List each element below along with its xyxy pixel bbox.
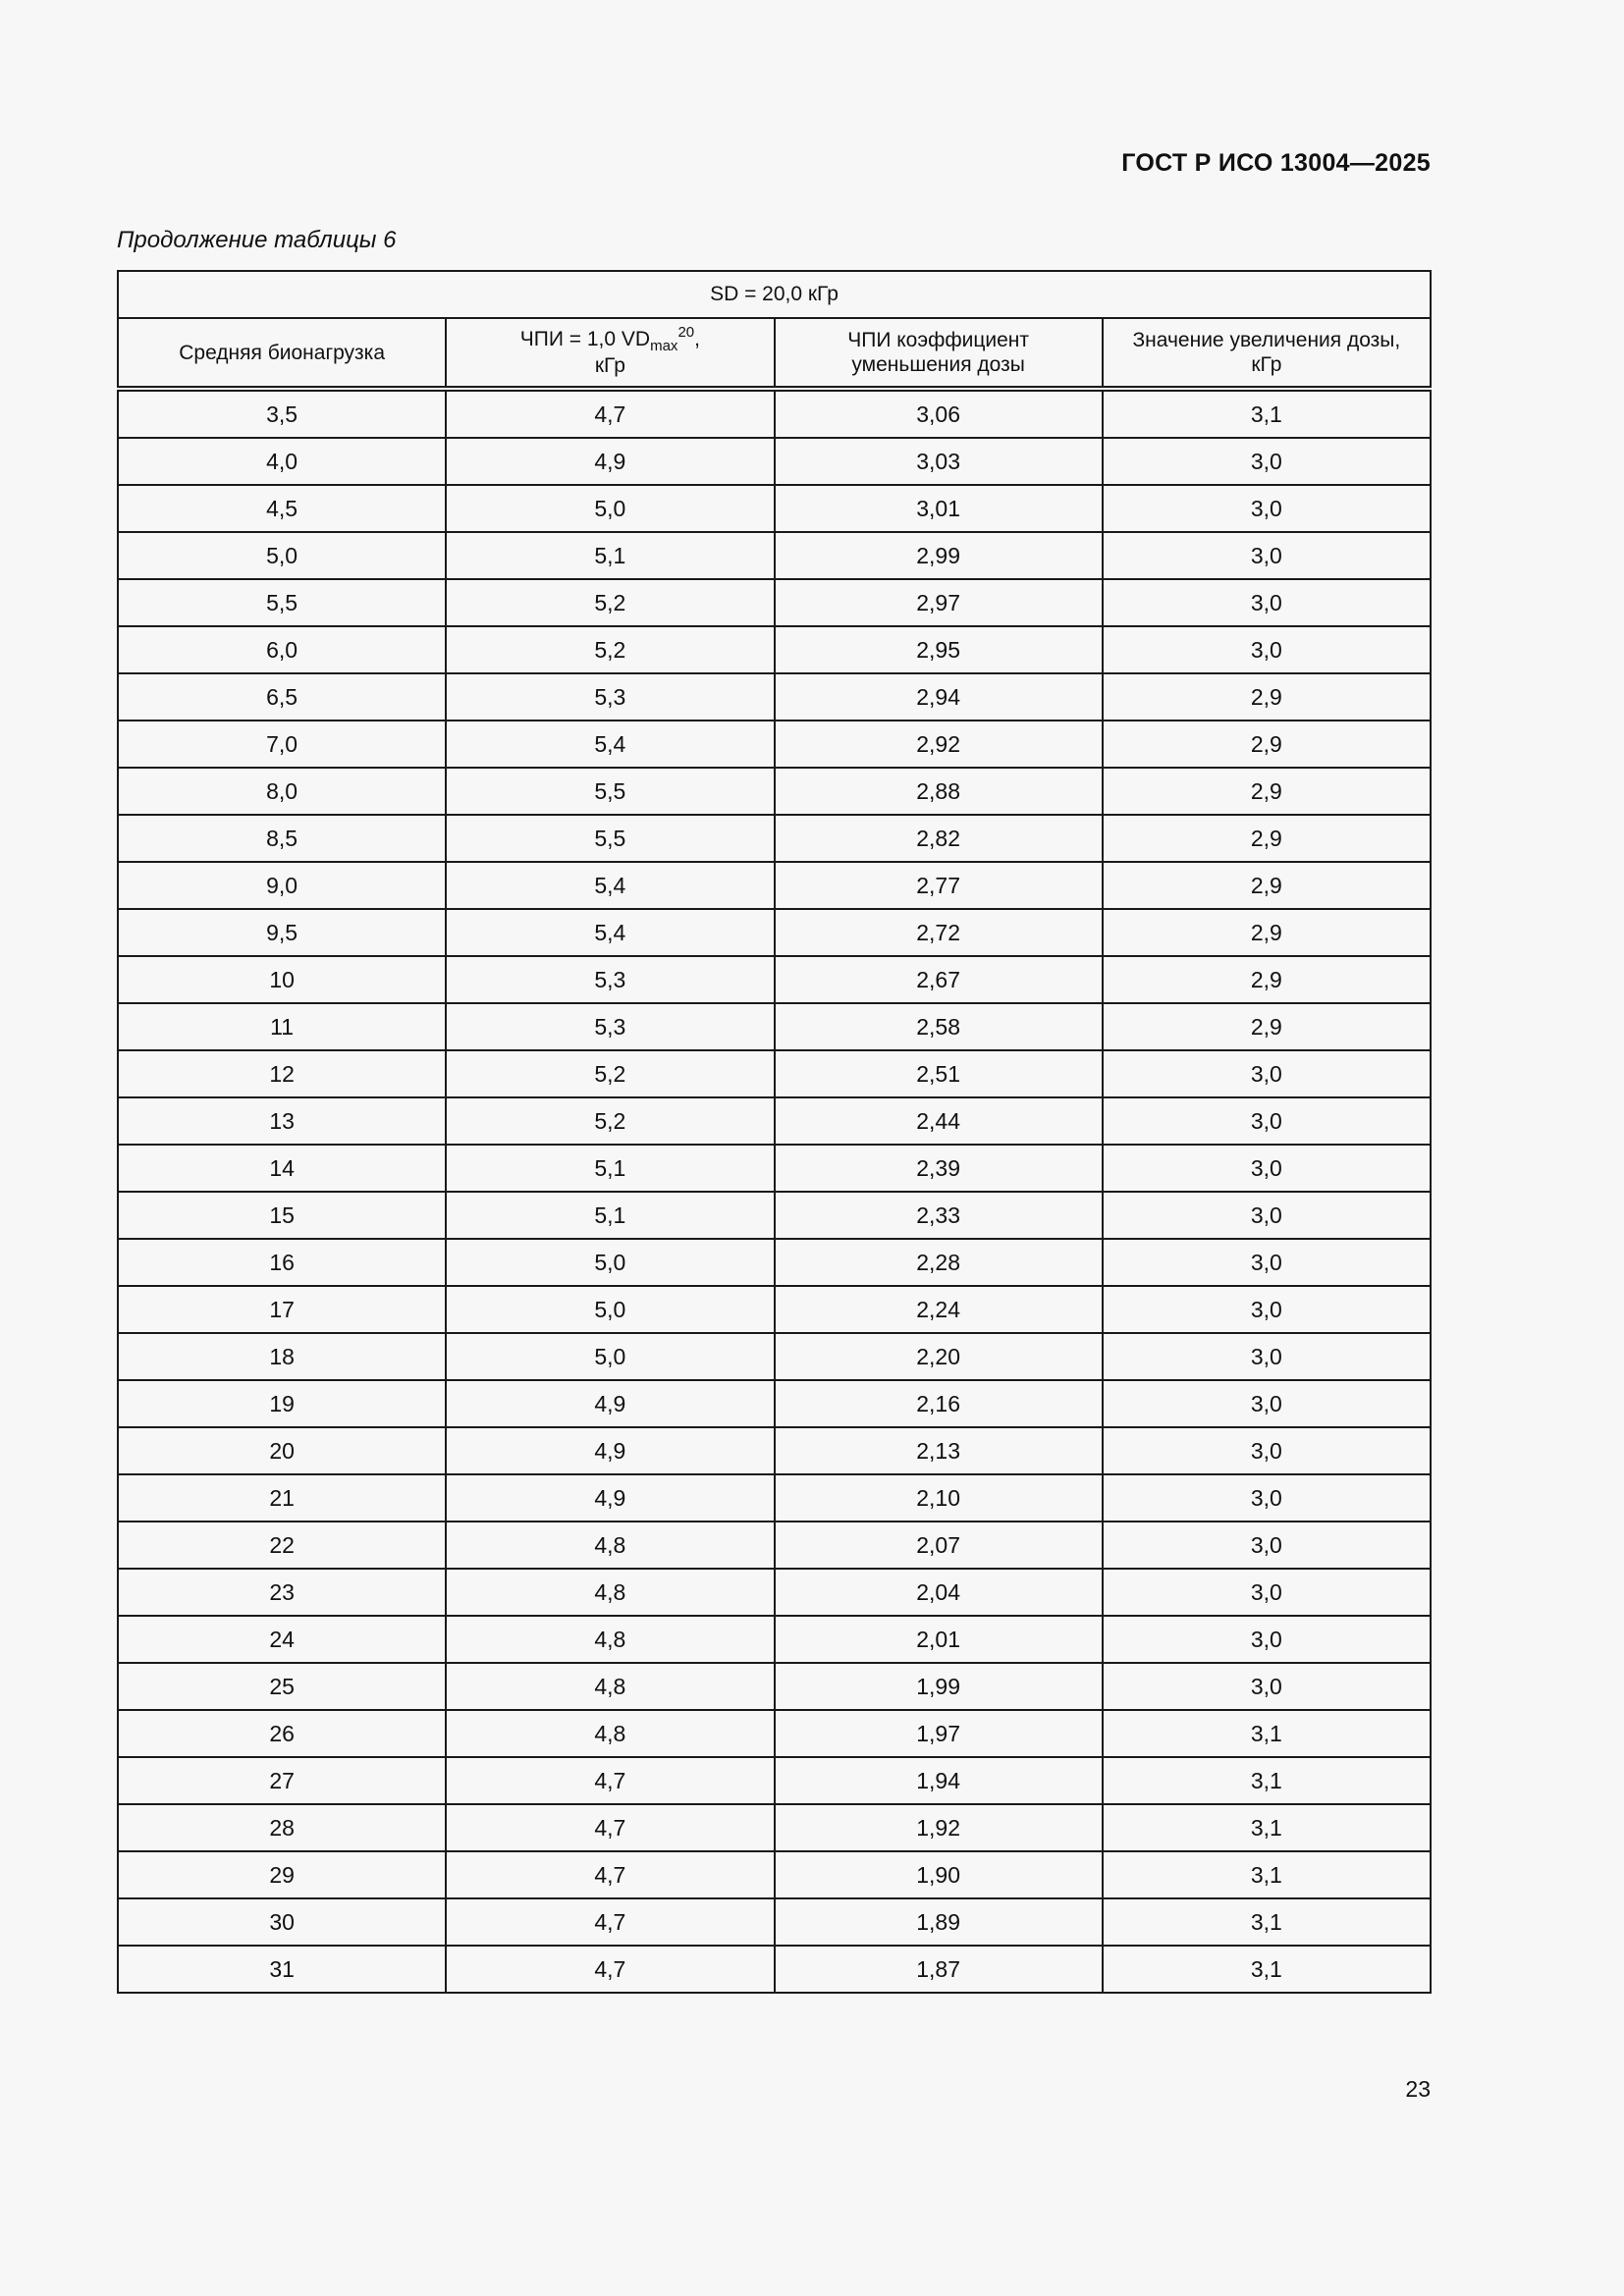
column-header-spi [446, 318, 774, 389]
table-row [118, 1380, 1431, 1427]
sd-header-row [118, 271, 1431, 318]
cell-spi: 5,0 [446, 1239, 774, 1286]
cell-spi: 5,3 [446, 673, 774, 721]
cell-spi: 5,0 [446, 1286, 774, 1333]
cell-bioburden: 22 [118, 1522, 446, 1569]
cell-bioburden: 6,0 [118, 626, 446, 673]
table-row [118, 1333, 1431, 1380]
cell-dose-increment: 3,0 [1103, 1569, 1431, 1616]
cell-bioburden: 27 [118, 1757, 446, 1804]
cell-spi: 5,1 [446, 1145, 774, 1192]
cell-bioburden: 6,5 [118, 673, 446, 721]
column-header-spi-suffix: , [694, 328, 700, 350]
sd-header-cell: SD = 20,0 кГр [118, 271, 1431, 318]
cell-bioburden: 9,5 [118, 909, 446, 956]
cell-dose-increment: 3,0 [1103, 1050, 1431, 1097]
cell-dose-increment: 3,0 [1103, 1663, 1431, 1710]
cell-bioburden: 13 [118, 1097, 446, 1145]
cell-bioburden: 24 [118, 1616, 446, 1663]
cell-reduction-factor: 2,39 [775, 1145, 1103, 1192]
table-row [118, 1757, 1431, 1804]
table-row [118, 768, 1431, 815]
cell-reduction-factor: 2,24 [775, 1286, 1103, 1333]
cell-spi: 5,4 [446, 909, 774, 956]
cell-dose-increment: 3,1 [1103, 1946, 1431, 1993]
cell-spi: 5,1 [446, 532, 774, 579]
cell-spi: 5,0 [446, 1333, 774, 1380]
data-table [117, 270, 1432, 1994]
table-row [118, 1946, 1431, 1993]
table-row [118, 1239, 1431, 1286]
table-row [118, 1663, 1431, 1710]
cell-bioburden: 31 [118, 1946, 446, 1993]
cell-bioburden: 20 [118, 1427, 446, 1474]
cell-reduction-factor: 3,03 [775, 438, 1103, 485]
cell-reduction-factor: 2,77 [775, 862, 1103, 909]
table-row [118, 862, 1431, 909]
cell-reduction-factor: 2,16 [775, 1380, 1103, 1427]
cell-spi: 5,2 [446, 626, 774, 673]
cell-bioburden: 4,0 [118, 438, 446, 485]
cell-spi: 5,4 [446, 862, 774, 909]
column-header-spi-superscript: 20 [677, 324, 695, 341]
cell-dose-increment: 3,0 [1103, 1239, 1431, 1286]
cell-bioburden: 25 [118, 1663, 446, 1710]
cell-dose-increment: 2,9 [1103, 721, 1431, 768]
cell-reduction-factor: 2,44 [775, 1097, 1103, 1145]
cell-spi: 4,7 [446, 1898, 774, 1946]
table-row [118, 721, 1431, 768]
cell-spi: 5,1 [446, 1192, 774, 1239]
cell-reduction-factor: 2,72 [775, 909, 1103, 956]
cell-dose-increment: 3,1 [1103, 1710, 1431, 1757]
table-row [118, 1851, 1431, 1898]
cell-reduction-factor: 2,13 [775, 1427, 1103, 1474]
cell-bioburden: 18 [118, 1333, 446, 1380]
cell-spi: 4,8 [446, 1710, 774, 1757]
table-row [118, 909, 1431, 956]
cell-spi: 5,4 [446, 721, 774, 768]
cell-dose-increment: 3,0 [1103, 1333, 1431, 1380]
cell-dose-increment: 3,0 [1103, 579, 1431, 626]
column-header-bioburden-label: Средняя бионагрузка [179, 341, 385, 364]
cell-reduction-factor: 2,51 [775, 1050, 1103, 1097]
cell-bioburden: 16 [118, 1239, 446, 1286]
cell-dose-increment: 2,9 [1103, 673, 1431, 721]
cell-reduction-factor: 2,33 [775, 1192, 1103, 1239]
cell-spi: 4,8 [446, 1663, 774, 1710]
table-row [118, 1616, 1431, 1663]
cell-bioburden: 30 [118, 1898, 446, 1946]
cell-bioburden: 5,5 [118, 579, 446, 626]
cell-spi: 4,7 [446, 1757, 774, 1804]
column-header-reduction-factor [775, 318, 1103, 389]
cell-bioburden: 29 [118, 1851, 446, 1898]
cell-dose-increment: 3,1 [1103, 389, 1431, 438]
cell-dose-increment: 3,0 [1103, 1145, 1431, 1192]
cell-spi: 5,2 [446, 1097, 774, 1145]
cell-spi: 5,2 [446, 1050, 774, 1097]
cell-bioburden: 15 [118, 1192, 446, 1239]
table-row [118, 485, 1431, 532]
table-row [118, 1192, 1431, 1239]
cell-spi: 5,2 [446, 579, 774, 626]
cell-reduction-factor: 1,87 [775, 1946, 1103, 1993]
cell-bioburden: 3,5 [118, 389, 446, 438]
cell-spi: 4,9 [446, 1380, 774, 1427]
table-caption: Продолжение таблицы 6 [117, 227, 397, 253]
cell-bioburden: 10 [118, 956, 446, 1003]
table-row [118, 1050, 1431, 1097]
table-row [118, 1286, 1431, 1333]
cell-dose-increment: 3,0 [1103, 626, 1431, 673]
column-header-spi-subscript: max [650, 338, 678, 354]
cell-reduction-factor: 2,94 [775, 673, 1103, 721]
cell-bioburden: 28 [118, 1804, 446, 1851]
cell-reduction-factor: 2,82 [775, 815, 1103, 862]
table-row [118, 673, 1431, 721]
cell-bioburden: 12 [118, 1050, 446, 1097]
cell-dose-increment: 2,9 [1103, 815, 1431, 862]
table-row [118, 389, 1431, 438]
cell-reduction-factor: 2,58 [775, 1003, 1103, 1050]
table-row [118, 579, 1431, 626]
cell-dose-increment: 3,1 [1103, 1757, 1431, 1804]
cell-reduction-factor: 2,92 [775, 721, 1103, 768]
cell-spi: 5,5 [446, 815, 774, 862]
column-header-reduction-line1: ЧПИ коэффициент [847, 329, 1030, 351]
cell-spi: 5,3 [446, 956, 774, 1003]
cell-dose-increment: 2,9 [1103, 909, 1431, 956]
cell-bioburden: 11 [118, 1003, 446, 1050]
page-number: 23 [1405, 2076, 1431, 2102]
table-row [118, 1474, 1431, 1522]
cell-dose-increment: 2,9 [1103, 956, 1431, 1003]
cell-dose-increment: 3,1 [1103, 1804, 1431, 1851]
column-header-dose-line2: кГр [1251, 353, 1282, 376]
cell-reduction-factor: 2,10 [775, 1474, 1103, 1522]
table-row [118, 1898, 1431, 1946]
cell-dose-increment: 3,0 [1103, 532, 1431, 579]
cell-dose-increment: 3,0 [1103, 1192, 1431, 1239]
table-row [118, 1569, 1431, 1616]
cell-dose-increment: 3,0 [1103, 485, 1431, 532]
cell-reduction-factor: 3,06 [775, 389, 1103, 438]
document-code: ГОСТ Р ИСО 13004—2025 [1121, 149, 1431, 177]
cell-reduction-factor: 2,95 [775, 626, 1103, 673]
cell-bioburden: 14 [118, 1145, 446, 1192]
cell-bioburden: 9,0 [118, 862, 446, 909]
cell-reduction-factor: 1,89 [775, 1898, 1103, 1946]
cell-dose-increment: 3,0 [1103, 1097, 1431, 1145]
cell-bioburden: 21 [118, 1474, 446, 1522]
table-row [118, 438, 1431, 485]
column-header-bioburden [118, 318, 446, 389]
cell-dose-increment: 3,1 [1103, 1898, 1431, 1946]
cell-spi: 4,7 [446, 1851, 774, 1898]
cell-reduction-factor: 1,99 [775, 1663, 1103, 1710]
cell-spi: 4,8 [446, 1616, 774, 1663]
cell-dose-increment: 3,1 [1103, 1851, 1431, 1898]
cell-bioburden: 17 [118, 1286, 446, 1333]
cell-dose-increment: 3,0 [1103, 1474, 1431, 1522]
table-row [118, 626, 1431, 673]
cell-dose-increment: 2,9 [1103, 1003, 1431, 1050]
cell-dose-increment: 3,0 [1103, 1522, 1431, 1569]
cell-spi: 5,5 [446, 768, 774, 815]
column-header-spi-unit: кГр [594, 354, 625, 377]
column-header-dose-line1: Значение увеличения дозы, [1132, 329, 1401, 351]
cell-dose-increment: 2,9 [1103, 862, 1431, 909]
cell-reduction-factor: 1,94 [775, 1757, 1103, 1804]
cell-bioburden: 8,0 [118, 768, 446, 815]
cell-dose-increment: 3,0 [1103, 1427, 1431, 1474]
cell-reduction-factor: 2,04 [775, 1569, 1103, 1616]
cell-reduction-factor: 2,88 [775, 768, 1103, 815]
cell-reduction-factor: 2,01 [775, 1616, 1103, 1663]
cell-reduction-factor: 2,07 [775, 1522, 1103, 1569]
cell-spi: 4,7 [446, 1804, 774, 1851]
cell-spi: 5,3 [446, 1003, 774, 1050]
table-row [118, 1804, 1431, 1851]
column-header-spi-prefix: ЧПИ = 1,0 VD [519, 328, 651, 350]
cell-spi: 4,9 [446, 1427, 774, 1474]
cell-bioburden: 19 [118, 1380, 446, 1427]
cell-spi: 4,9 [446, 438, 774, 485]
cell-dose-increment: 3,0 [1103, 438, 1431, 485]
column-header-dose-increment [1103, 318, 1431, 389]
table-row [118, 1427, 1431, 1474]
column-header-row [118, 318, 1431, 389]
cell-bioburden: 5,0 [118, 532, 446, 579]
cell-reduction-factor: 1,97 [775, 1710, 1103, 1757]
table-row [118, 1710, 1431, 1757]
cell-spi: 5,0 [446, 485, 774, 532]
cell-dose-increment: 3,0 [1103, 1286, 1431, 1333]
cell-bioburden: 7,0 [118, 721, 446, 768]
table-row [118, 532, 1431, 579]
cell-bioburden: 23 [118, 1569, 446, 1616]
cell-bioburden: 4,5 [118, 485, 446, 532]
cell-spi: 4,8 [446, 1569, 774, 1616]
table-row [118, 956, 1431, 1003]
table-row [118, 1522, 1431, 1569]
column-header-reduction-line2: уменьшения дозы [851, 353, 1025, 376]
cell-bioburden: 8,5 [118, 815, 446, 862]
cell-spi: 4,9 [446, 1474, 774, 1522]
cell-spi: 4,7 [446, 1946, 774, 1993]
cell-reduction-factor: 2,97 [775, 579, 1103, 626]
table-body [118, 389, 1431, 1993]
table-row [118, 1003, 1431, 1050]
cell-spi: 4,7 [446, 389, 774, 438]
cell-reduction-factor: 3,01 [775, 485, 1103, 532]
cell-reduction-factor: 1,90 [775, 1851, 1103, 1898]
table-row [118, 815, 1431, 862]
cell-reduction-factor: 2,99 [775, 532, 1103, 579]
cell-reduction-factor: 2,20 [775, 1333, 1103, 1380]
table-row [118, 1097, 1431, 1145]
cell-dose-increment: 3,0 [1103, 1616, 1431, 1663]
cell-dose-increment: 2,9 [1103, 768, 1431, 815]
cell-bioburden: 26 [118, 1710, 446, 1757]
cell-dose-increment: 3,0 [1103, 1380, 1431, 1427]
cell-reduction-factor: 1,92 [775, 1804, 1103, 1851]
cell-reduction-factor: 2,67 [775, 956, 1103, 1003]
cell-spi: 4,8 [446, 1522, 774, 1569]
table-row [118, 1145, 1431, 1192]
cell-reduction-factor: 2,28 [775, 1239, 1103, 1286]
